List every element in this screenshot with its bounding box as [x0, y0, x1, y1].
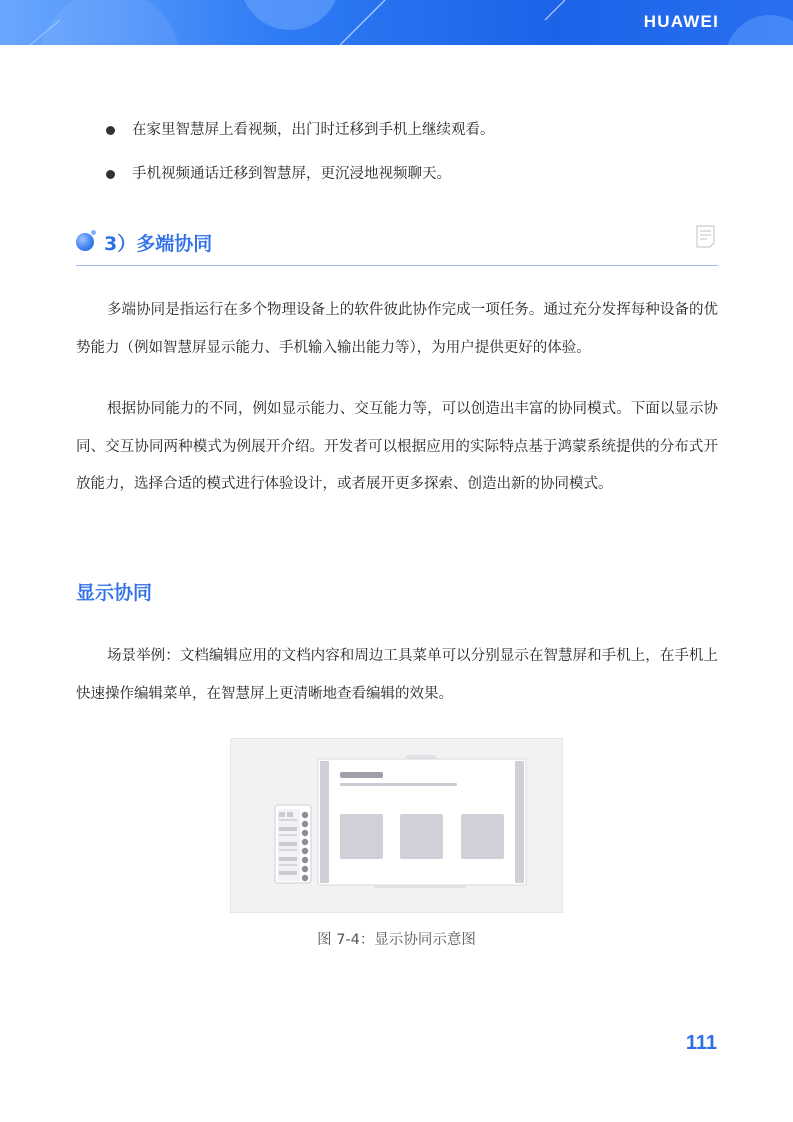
list-item [104, 118, 724, 162]
bullet-list [104, 118, 724, 206]
heading-orb-dot-icon [91, 230, 96, 235]
page-number: 111 [685, 1032, 717, 1054]
figure-illustration [231, 739, 564, 914]
header-banner [0, 0, 793, 45]
bullet-text: 在家里智慧屏上看视频，出门时迁移到手机上继续观看。 [132, 122, 495, 138]
paragraph: 根据协同能力的不同，例如显示能力、交互能力等，可以创造出丰富的协同模式。下面以显示协同、交互协同两种模式为例展开介绍。开发者可以根据应用的实际特点基于鸿蒙系统提供的分布式开放能力，选择合适的模式进行体验设计，或者展开更多探索、创造出新的协同模式。 [76, 401, 718, 492]
note-icon [694, 224, 718, 248]
bullet-dot [106, 170, 115, 179]
list-item [104, 162, 724, 206]
bullet-text: 手机视频通话迁移到智慧屏，更沉浸地视频聊天。 [132, 166, 451, 182]
brand-logo-text: HUAWEI [643, 12, 719, 31]
figure-display-collaboration [230, 738, 563, 913]
subsection-title: 显示协同 [76, 582, 153, 604]
section-title: 3）多端协同 [104, 233, 213, 255]
heading-orb-icon [76, 233, 94, 251]
paragraph: 场景举例：文档编辑应用的文档内容和周边工具菜单可以分别显示在智慧屏和手机上，在手机上快速操作编辑菜单，在智慧屏上更清晰地查看编辑的效果。 [76, 648, 718, 702]
bullet-dot [106, 126, 115, 135]
figure-caption: 图 7-4：显示协同示意图 [317, 932, 476, 948]
paragraph: 多端协同是指运行在多个物理设备上的软件彼此协作完成一项任务。通过充分发挥每种设备的优势能力（例如智慧屏显示能力、手机输入输出能力等），为用户提供更好的体验。 [76, 302, 718, 356]
section-heading [76, 226, 718, 266]
